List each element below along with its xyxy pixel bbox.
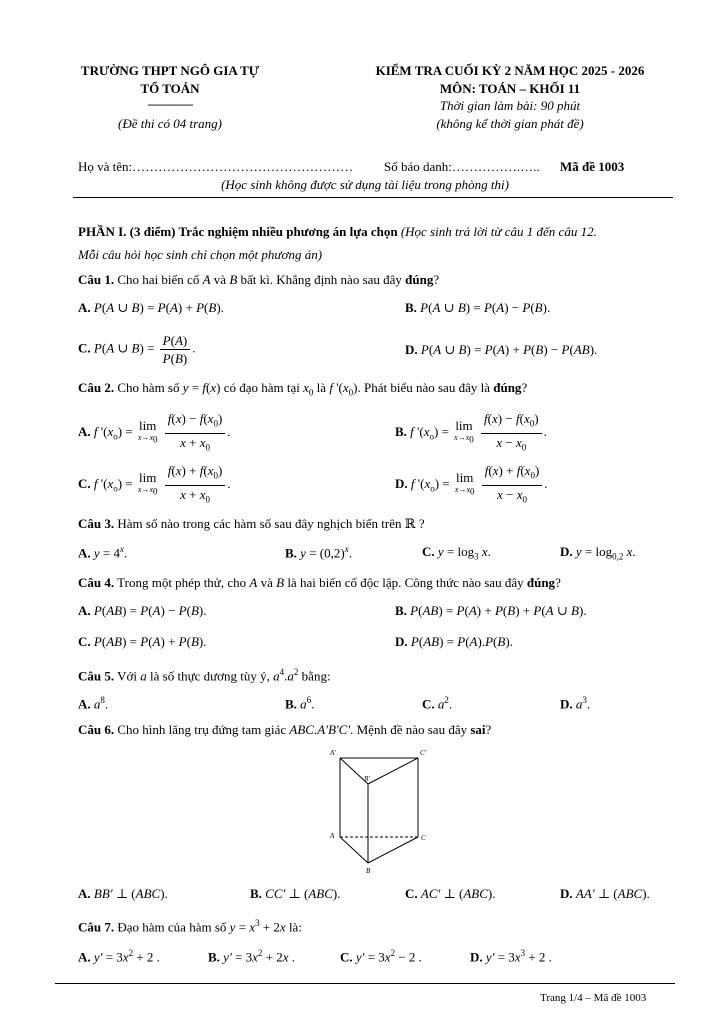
header-divider — [73, 197, 673, 198]
subject: MÔN: TOÁN – KHỐI 11 — [439, 81, 581, 96]
exam-title: KIỂM TRA CUỐI KỲ 2 NĂM HỌC 2025 - 2026 — [375, 63, 645, 78]
q5-option-d[interactable]: D. $a^3$. — [560, 695, 591, 712]
pages-note: (Đề thi có 04 trang) — [118, 116, 222, 131]
q4-option-d[interactable]: D. P(AB) = P(A).P(B). — [395, 634, 513, 649]
question-1: Câu 1. Cho hai biến cố A và B bất kì. Khẳng định nào sau đây đúng? — [78, 272, 440, 287]
prism-figure — [318, 745, 428, 880]
student-name-field: Họ và tên:…………………………………………… — [78, 159, 354, 174]
part1-heading: PHẦN I. (3 điểm) Trắc nghiệm nhiều phương án lựa chọn (Học sinh trả lời từ câu 1 đến câu 12. — [78, 224, 597, 239]
q4-option-a[interactable]: A. P(AB) = P(A) − P(B). — [78, 603, 207, 618]
q6-option-c[interactable]: C. AC' ⊥ (ABC). — [405, 886, 496, 901]
label-C: C — [421, 834, 426, 842]
q3-option-c[interactable]: C. $y = \log_3 x$. — [422, 544, 491, 562]
label-B: B — [366, 867, 371, 875]
department: TỔ TOÁN — [140, 81, 200, 96]
q3-option-b[interactable]: B. $y = (0,2)^x$. — [285, 544, 352, 561]
q3-option-d[interactable]: D. $y = \log_{0,2} x$. — [560, 544, 636, 562]
label-C1: C' — [420, 749, 427, 757]
q1-option-c[interactable]: C. P(A ∪ B) = $\frac{P(A)}{P(B)}$ . — [78, 333, 196, 366]
q6-option-a[interactable]: A. BB' ⊥ (ABC). — [78, 886, 168, 901]
q7-option-a[interactable]: A. $y' = 3x^2 + 2$ . — [78, 948, 160, 965]
footer-divider — [55, 983, 675, 984]
q7-option-d[interactable]: D. $y' = 3x^3 + 2$ . — [470, 948, 552, 965]
q1-option-b[interactable]: B. P(A ∪ B) = P(A) − P(B). — [405, 300, 551, 315]
duration: Thời gian làm bài: 90 phút — [439, 98, 581, 113]
q2-option-c[interactable]: C. f '$(x_o) = \lim$ $x\to x_0$ $\frac{f(x) + f(x_0)}{x + x_0}$ . — [78, 463, 231, 505]
exam-rule: (Học sinh không được sử dụng tài liệu trong phòng thi) — [221, 177, 509, 192]
question-5: Câu 5. Với a là số thực dương tùy ý, $a^4.a^2$ bằng: — [78, 667, 331, 684]
q2-option-a[interactable]: A. f '$(x_o) = \lim$ $x\to x_0$ $\frac{f(x) - f(x_0)}{x + x_0}$ . — [78, 411, 231, 453]
question-4: Câu 4. Trong một phép thử, cho A và B là hai biến cố độc lập. Công thức nào sau đây đúng? — [78, 575, 561, 590]
q4-option-b[interactable]: B. P(AB) = P(A) + P(B) + P(A ∪ B). — [395, 603, 587, 618]
q2-option-b[interactable]: B. f '$(x_o) = \lim$ $x\to x_0$ $\frac{f(x) - f(x_0)}{x - x_0}$ . — [395, 411, 547, 453]
q5-option-b[interactable]: B. $a^6$. — [285, 695, 315, 712]
q7-option-b[interactable]: B. $y' = 3x^2 + 2x$ . — [208, 948, 295, 965]
student-id-field: Số báo danh:…………….….. — [384, 159, 540, 174]
question-6: Câu 6. Cho hình lăng trụ đứng tam giác ABC.A'B'C'. Mệnh đề nào sau đây sai? — [78, 722, 492, 737]
page-footer: Trang 1/4 – Mã đề 1003 — [540, 992, 647, 1004]
q5-option-a[interactable]: A. $a^8$. — [78, 695, 109, 712]
label-A: A — [330, 832, 335, 840]
exam-code: Mã đề 1003 — [560, 159, 625, 174]
q3-option-a[interactable]: A. $y = 4^x$. — [78, 544, 128, 561]
q1-option-a[interactable]: A. P(A ∪ B) = P(A) + P(B). — [78, 300, 224, 315]
question-2: Câu 2. Cho hàm số y = f(x) có đạo hàm tại $x_0$ là f '$(x_0)$. Phát biểu nào sau đây là đúng? — [78, 380, 528, 398]
q1-option-d[interactable]: D. P(A ∪ B) = P(A) + P(B) − P(AB). — [405, 342, 598, 357]
part1-note: Mỗi câu hỏi học sinh chỉ chọn một phương án) — [78, 247, 323, 262]
q2-option-d[interactable]: D. f '$(x_o) = \lim$ $x\to x_0$ $\frac{f(x) + f(x_0)}{x - x_0}$ . — [395, 463, 548, 505]
school-name: TRƯỜNG THPT NGÔ GIA TỰ — [80, 63, 260, 78]
q4-option-c[interactable]: C. P(AB) = P(A) + P(B). — [78, 634, 207, 649]
label-B1: B' — [364, 775, 370, 783]
question-3: Câu 3. Hàm số nào trong các hàm số sau đây nghịch biến trên ℝ ? — [78, 516, 425, 532]
q6-option-b[interactable]: B. CC' ⊥ (ABC). — [250, 886, 341, 901]
question-7: Câu 7. Đạo hàm của hàm số $y = x^3 + 2x$ là: — [78, 918, 302, 935]
q7-option-c[interactable]: C. $y' = 3x^2 - 2$ . — [340, 948, 422, 965]
q5-option-c[interactable]: C. $a^2$. — [422, 695, 453, 712]
header-dashes: --------------- — [147, 97, 193, 111]
q6-option-d[interactable]: D. AA' ⊥ (ABC). — [560, 886, 650, 901]
label-A1: A' — [330, 749, 336, 757]
duration-note: (không kể thời gian phát đề) — [436, 116, 584, 131]
